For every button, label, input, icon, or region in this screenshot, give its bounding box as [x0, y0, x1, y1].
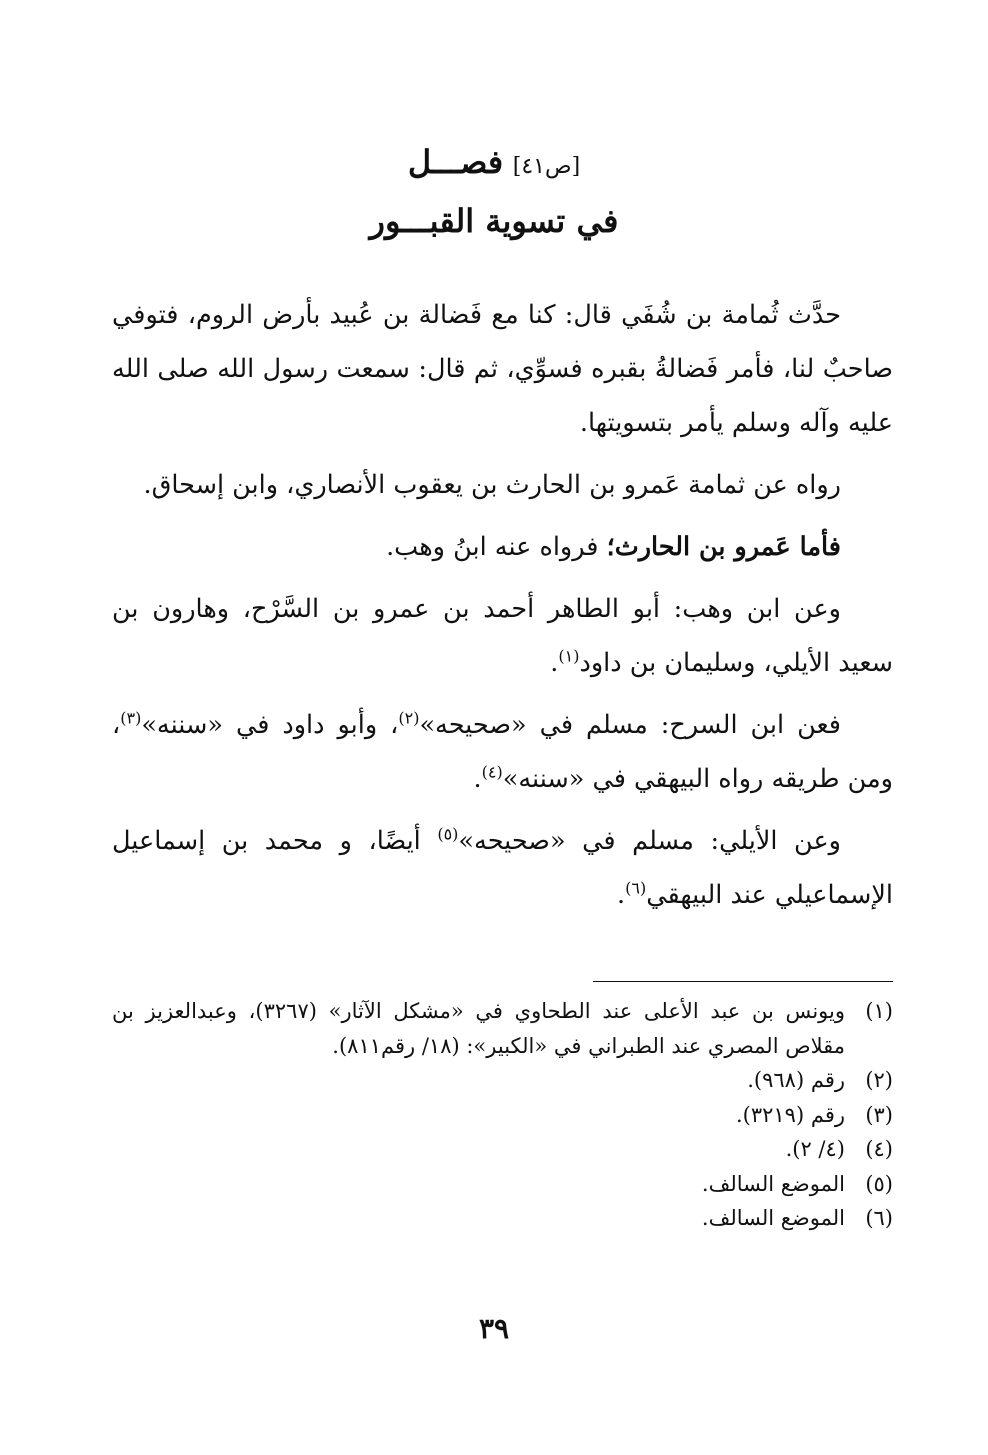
footnote-text: رقم (٣٢١٩).	[735, 1102, 845, 1127]
footnote-number: (١)	[865, 999, 893, 1023]
footnote-item	[112, 1201, 893, 1236]
paragraph-ibn-sarh	[112, 698, 893, 806]
footnote-ref-5: (٥)	[437, 824, 459, 844]
text-segment: أيضًا، و محمد بن إسماعيل الإسماعيلي عند البيهقي	[112, 826, 893, 910]
page-number: ٣٩	[478, 1312, 510, 1345]
footnote-text: (٤/ ٢).	[785, 1137, 845, 1161]
chapter-header	[110, 140, 878, 247]
period: .	[617, 880, 626, 910]
footnote-ref-2: (٢)	[398, 708, 420, 728]
paragraph-ibn-wahb	[112, 582, 893, 690]
paragraph-hadith: حدَّث ثُمامة بن شُفَي قال: كنا مع فَضالة بن عُبيد بأرض الروم، فتوفي صاحبٌ لنا، فأمر فَضالةُ بقبره فسوِّي، ثم قال: سمعت رسول الله صلى الله عليه وآله وسلم يأمر بتسويتها.	[112, 300, 893, 438]
footnote-ref-6: (٦)	[625, 878, 647, 898]
footnotes	[112, 994, 893, 1236]
bold-lead: فأما عَمرو بن الحارث؛	[606, 532, 841, 562]
paragraph-ayli	[112, 814, 893, 922]
footnote-text: الموضع السالف.	[701, 1206, 845, 1230]
period: .	[550, 648, 559, 678]
footnote-item	[112, 1063, 893, 1098]
footnote-item	[112, 1132, 893, 1167]
header-line	[110, 140, 878, 189]
text-segment: ، وأبو داود في «سننه»	[141, 710, 399, 740]
footnote-text: رقم (٩٦٨).	[747, 1068, 845, 1092]
paragraph-ibn-wahb-text: وعن ابن وهب: أبو الطاهر أحمد بن عمرو بن السَّرْح، وهارون بن سعيد الأيلي، وسليمان بن داود	[112, 594, 893, 678]
footnote-item	[112, 1098, 893, 1133]
footnote-number: (٤)	[865, 1137, 893, 1161]
footnote-number: (٢)	[865, 1068, 893, 1092]
chapter-subtitle: في تسوية القبـــور	[369, 202, 619, 240]
main-text	[112, 288, 893, 930]
section-word: فصـــل	[407, 143, 504, 181]
paragraph-narrators: رواه عن ثمامة عَمرو بن الحارث بن يعقوب الأنصاري، وابن إسحاق.	[143, 470, 841, 500]
footnote-text: الموضع السالف.	[701, 1171, 845, 1196]
footnote-separator	[593, 981, 893, 982]
footnote-ref-4: (٤)	[481, 762, 503, 782]
paragraph-amr-rest: فرواه عنه ابنُ وهب.	[386, 532, 607, 562]
footnote-number: (٦)	[865, 1206, 893, 1230]
text-segment: ، ومن طريقه رواه البيهقي في «سننه»	[112, 710, 893, 794]
footnote-text: ويونس بن عبد الأعلى عند الطحاوي في «مشكل الآثار» (٣٢٦٧)، وعبدالعزيز بن مقلاص المصري عند الطبراني في «الكبير»: (١٨/ رقم٨١١).	[112, 999, 845, 1058]
footnote-ref-3: (٣)	[120, 708, 142, 728]
paragraph-amr	[112, 520, 893, 574]
text-segment: وعن الأيلي: مسلم في «صحيحه»	[458, 826, 841, 856]
footnote-item	[112, 994, 893, 1063]
footnote-number: (٥)	[865, 1171, 893, 1196]
text-segment: فعن ابن السرح: مسلم في «صحيحه»	[419, 710, 842, 740]
page-marker: [ص٤١]	[512, 154, 581, 179]
footnote-number: (٣)	[865, 1102, 893, 1127]
period: .	[473, 764, 482, 794]
footnote-ref-1: (١)	[558, 646, 580, 666]
footnote-item	[112, 1167, 893, 1202]
